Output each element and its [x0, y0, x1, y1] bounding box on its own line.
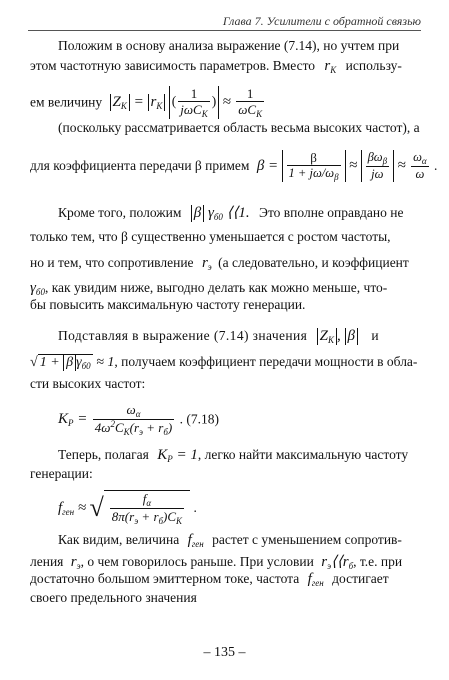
text-line: Как видим, величина $f_{ген}$ растет с уменьшением сопротив- — [58, 532, 402, 549]
text-line: Теперь, полагая $K_P = 1$, легко найти максимальную частоту — [58, 447, 409, 464]
text-line: достаточно большом эмиттерном токе, частота $f_{ген}$ достигает — [30, 571, 389, 588]
text-line: √ 1 + β $\gamma_{б0} \approx 1$, получаем коэффициент передачи мощности в обла- — [30, 354, 418, 371]
text-line: своего предельного значения — [30, 590, 197, 605]
formula-line: ем величину $Z_K = r_K$ ( $\frac{1}{j\omega C_K}$ ) ≈ $\frac{1}{\omega C_K}$ — [30, 86, 263, 119]
text-line: бы повысить максимальную частоту генерации. — [30, 297, 306, 312]
text-line: генерации: — [30, 466, 93, 481]
header-rule — [28, 30, 421, 31]
text-line: сти высоких частот: — [30, 376, 146, 391]
text-line: (поскольку рассматривается область весьма высоких частот), а — [58, 120, 420, 135]
text-line: ления $r_э$, о чем говорилось раньше. При условии $r_э⟨⟨r_б$, т.е. при — [30, 554, 403, 571]
text-line: Кроме того, положим β $\gamma_{б0}$ ⟨⟨1. Это вполне оправдано не — [58, 205, 404, 222]
text-line: только тем, что β существенно уменьшается с ростом частоты, — [30, 229, 391, 244]
equation-7-18: $K_P$ = $\frac{\omega_\alpha}{4\omega^2C_K(r_э + r_б)}$ . (7.18) — [58, 402, 219, 437]
text-line: Положим в основу анализа выражение (7.14), но учтем при — [58, 38, 400, 53]
equation-f-gen: $f_{ген}$ ≈ √ $\frac{f_\alpha}{8\pi(r_э + r_б)C_K}$ . — [58, 491, 197, 526]
formula-line: для коэффициента передачи β примем β = $\frac{\beta}{1 + j\omega/\omega_\beta}$ ≈ $\frac{\beta\omega_\beta}{j\omega}$ ≈ $\frac{\omega_\alpha}{\omega}$ . — [30, 150, 438, 182]
text-line: $\gamma_{б0}$, как увидим ниже, выгодно делать как можно меньше, что- — [30, 280, 388, 297]
text-line: этом частотную зависимость параметров. Вместо $r_K$ использу- — [30, 58, 402, 75]
text-line: но и тем, что сопротивление $r_э$ (а следовательно, и коэффициент — [30, 255, 409, 272]
page-number: – 135 – — [203, 645, 246, 660]
chapter-header: Глава 7. Усилители с обратной связью — [222, 14, 421, 28]
text-line: Подставляя в выражение (7.14) значения $Z_K$ , β и — [58, 328, 379, 345]
